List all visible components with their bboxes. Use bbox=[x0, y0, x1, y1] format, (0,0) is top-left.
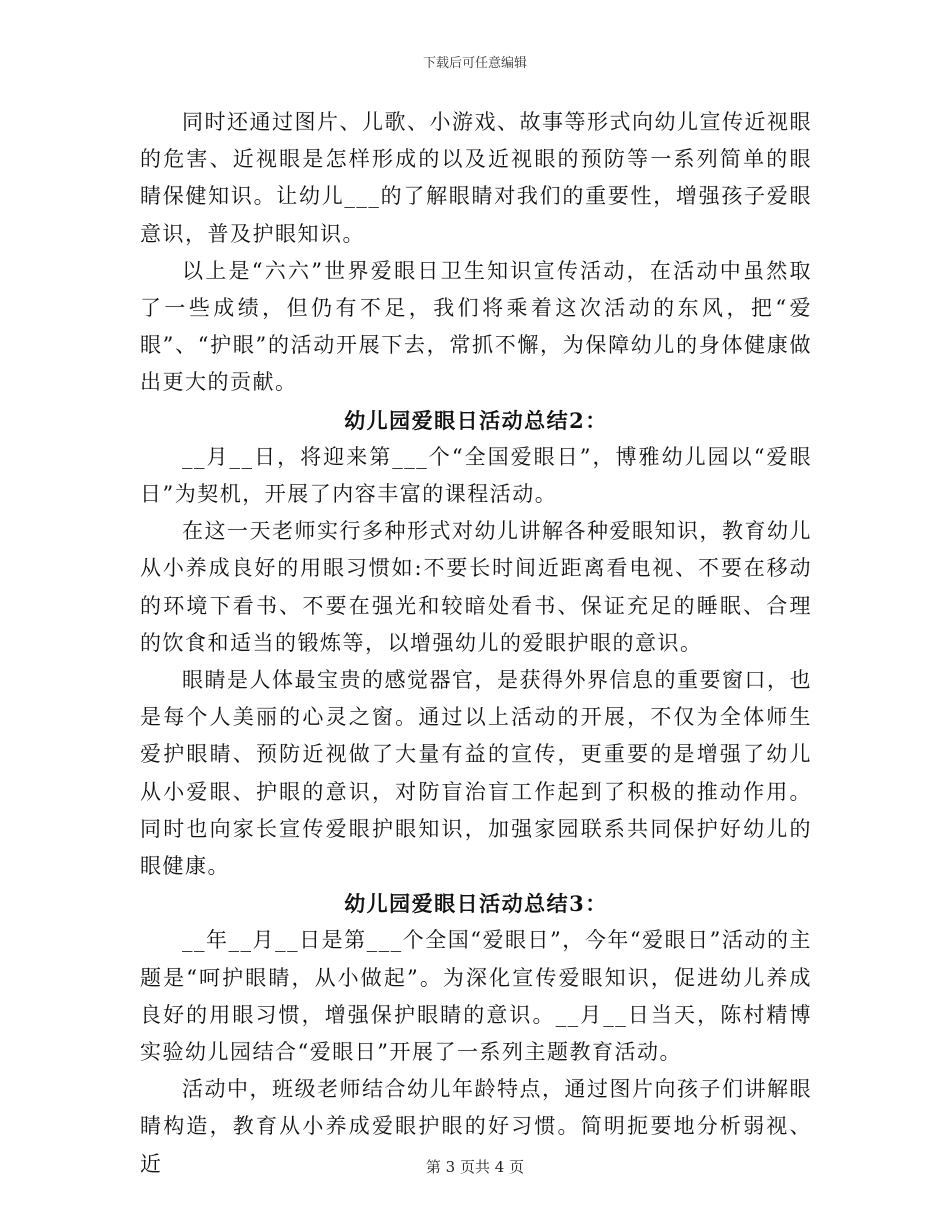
paragraph-7: 活动中，班级老师结合幼儿年龄特点，通过图片向孩子们讲解眼睛构造，教育从小养成爱眼护眼的好习惯。简明扼要地分析弱视、近 bbox=[140, 1077, 812, 1176]
section-heading-2: 幼儿园爱眼日活动总结2： bbox=[344, 407, 608, 433]
paragraph-1: 同时还通过图片、儿歌、小游戏、故事等形式向幼儿宣传近视眼的危害、近视眼是怎样形成的以及近视眼的预防等一系列简单的眼睛保健知识。让幼儿___的了解眼睛对我们的重要性，增强孩子爱眼意识，普及护眼知识。 bbox=[140, 110, 812, 246]
paragraph-3: __月__日，将迎来第___个“全国爱眼日”，博雅幼儿园以“爱眼日”为契机，开展了内容丰富的课程活动。 bbox=[140, 444, 812, 507]
paragraph-5: 眼睛是人体最宝贵的感觉器官，是获得外界信息的重要窗口，也是每个人美丽的心灵之窗。通过以上活动的开展，不仅为全体师生爱护眼睛、预防近视做了大量有益的宣传，更重要的是增强了幼儿从小爱眼、护眼的意识，对防盲治盲工作起到了积极的推动作用。同时也向家长宣传爱眼护眼知识，加强家园联系共同保护好幼儿的眼健康。 bbox=[140, 668, 812, 879]
document-body bbox=[140, 104, 812, 1183]
paragraph-4: 在这一天老师实行多种形式对幼儿讲解各种爱眼知识，教育幼儿从小养成良好的用眼习惯如:不要长时间近距离看电视、不要在移动的环境下看书、不要在强光和较暗处看书、保证充足的睡眠、合理的饮食和适当的锻炼等，以增强幼儿的爱眼护眼的意识。 bbox=[140, 519, 812, 655]
paragraph-2: 以上是“六六”世界爱眼日卫生知识宣传活动，在活动中虽然取了一些成绩，但仍有不足，我们将乘着这次活动的东风，把“爱眼”、“护眼”的活动开展下去，常抓不懈，为保障幼儿的身体健康做出更大的贡献。 bbox=[140, 258, 812, 395]
page-footer: 第 3 页共 4 页 bbox=[425, 1158, 525, 1176]
paragraph-6: __年__月__日是第___个全国“爱眼日”，今年“爱眼日”活动的主题是“呵护眼睛，从小做起”。为深化宣传爱眼知识，促进幼儿养成良好的用眼习惯，增强保护眼睛的意识。__月__日当天，陈村精博实验幼儿园结合“爱眼日”开展了一系列主题教育活动。 bbox=[140, 928, 812, 1065]
section-heading-3: 幼儿园爱眼日活动总结3： bbox=[344, 891, 608, 917]
page-header: 下载后可任意编辑 bbox=[422, 56, 527, 71]
